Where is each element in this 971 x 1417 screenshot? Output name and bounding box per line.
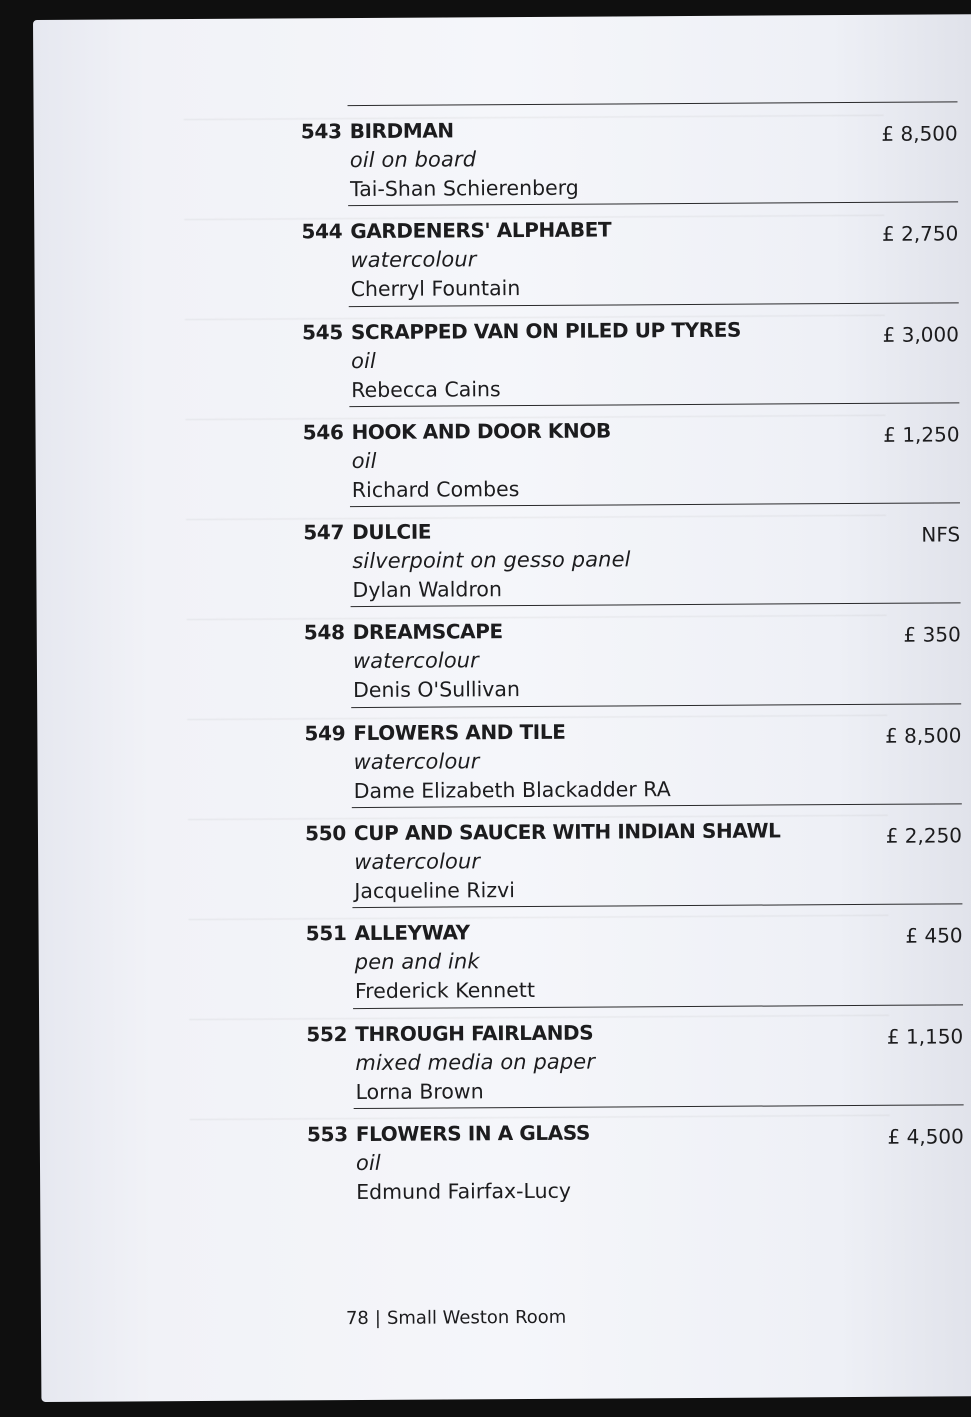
- artwork-medium: oil on board: [349, 147, 477, 173]
- artwork-price: £ 1,250: [883, 422, 960, 447]
- artwork-price: NFS: [921, 522, 961, 547]
- artwork-medium: mixed media on paper: [355, 1049, 596, 1075]
- artist-name: Edmund Fairfax-Lucy: [356, 1178, 572, 1205]
- artwork-medium: watercolour: [354, 849, 481, 875]
- artist-name: Denis O'Sullivan: [353, 677, 521, 703]
- artist-name: Dame Elizabeth Blackadder RA: [353, 776, 671, 803]
- artwork-medium: oil: [351, 348, 376, 373]
- artwork-medium: silverpoint on gesso panel: [352, 547, 631, 574]
- artist-name: Dylan Waldron: [352, 577, 502, 603]
- artwork-title: DREAMSCAPE: [352, 619, 503, 645]
- artwork-price: £ 2,250: [885, 823, 963, 848]
- lot-number: 547: [303, 520, 345, 545]
- lot-number: 549: [304, 720, 346, 746]
- catalogue-page: [33, 14, 971, 1402]
- footer-separator: |: [374, 1307, 381, 1329]
- catalogue-entry: [296, 202, 959, 306]
- artist-name: Rebecca Cains: [351, 376, 501, 402]
- catalogue-entry: [302, 1104, 965, 1208]
- catalogue-entry: [298, 503, 961, 607]
- artwork-title: CUP AND SAUCER WITH INDIAN SHAWL: [353, 818, 781, 846]
- lot-number: 543: [300, 119, 342, 144]
- catalogue-entry: [301, 1004, 964, 1108]
- artwork-medium: oil: [355, 1150, 381, 1176]
- artist-name: Tai-Shan Schierenberg: [349, 175, 579, 202]
- artwork-price: £ 1,150: [886, 1024, 964, 1049]
- artwork-price: £ 3,000: [882, 321, 960, 347]
- lot-number: 548: [303, 620, 345, 645]
- catalogue-entry: [300, 904, 963, 1008]
- artwork-price: £ 8,500: [884, 723, 962, 748]
- lot-number: 553: [306, 1122, 348, 1147]
- artwork-price: £ 4,500: [887, 1124, 964, 1149]
- artist-name: Cherryl Fountain: [350, 276, 521, 302]
- lot-number: 544: [301, 219, 343, 244]
- artist-name: Jacqueline Rizvi: [354, 878, 515, 904]
- catalogue-entry-list: [296, 101, 965, 1208]
- artwork-price: £ 350: [903, 622, 961, 648]
- artwork-medium: pen and ink: [354, 949, 480, 975]
- section-name: Small Weston Room: [386, 1306, 567, 1329]
- artist-name: Richard Combes: [351, 476, 520, 502]
- artist-name: Frederick Kennett: [354, 978, 536, 1004]
- artwork-title: FLOWERS AND TILE: [353, 719, 566, 745]
- artwork-medium: watercolour: [353, 749, 480, 774]
- artwork-title: HOOK AND DOOR KNOB: [351, 418, 611, 444]
- artwork-title: ALLEYWAY: [354, 920, 470, 946]
- artwork-title: SCRAPPED VAN ON PILED UP TYRES: [350, 317, 742, 344]
- catalogue-entry: [299, 603, 962, 707]
- artist-name: Lorna Brown: [355, 1078, 484, 1104]
- artwork-price: £ 8,500: [881, 121, 958, 146]
- lot-number: 552: [306, 1021, 348, 1047]
- lot-number: 551: [305, 921, 347, 946]
- catalogue-entry: [297, 302, 960, 406]
- catalogue-entry: [297, 402, 960, 506]
- artwork-title: THROUGH FAIRLANDS: [355, 1020, 594, 1046]
- entry-divider: [348, 101, 958, 106]
- lot-number: 546: [302, 420, 344, 445]
- artwork-title: FLOWERS IN A GLASS: [355, 1120, 591, 1147]
- artwork-title: DULCIE: [352, 519, 432, 545]
- artwork-price: £ 450: [905, 923, 963, 949]
- artwork-title: GARDENERS' ALPHABET: [350, 217, 612, 244]
- lot-number: 550: [305, 821, 347, 846]
- catalogue-entry: [296, 101, 959, 205]
- page-footer: [346, 1307, 566, 1329]
- artwork-medium: oil: [351, 448, 377, 473]
- catalogue-entry: [300, 803, 963, 907]
- artwork-price: £ 2,750: [881, 221, 959, 247]
- artwork-title: BIRDMAN: [349, 118, 454, 144]
- lot-number: 545: [301, 319, 343, 344]
- artwork-medium: watercolour: [352, 648, 479, 674]
- page-number: 78: [345, 1307, 369, 1330]
- catalogue-entry: [299, 703, 962, 807]
- artwork-medium: watercolour: [350, 247, 477, 273]
